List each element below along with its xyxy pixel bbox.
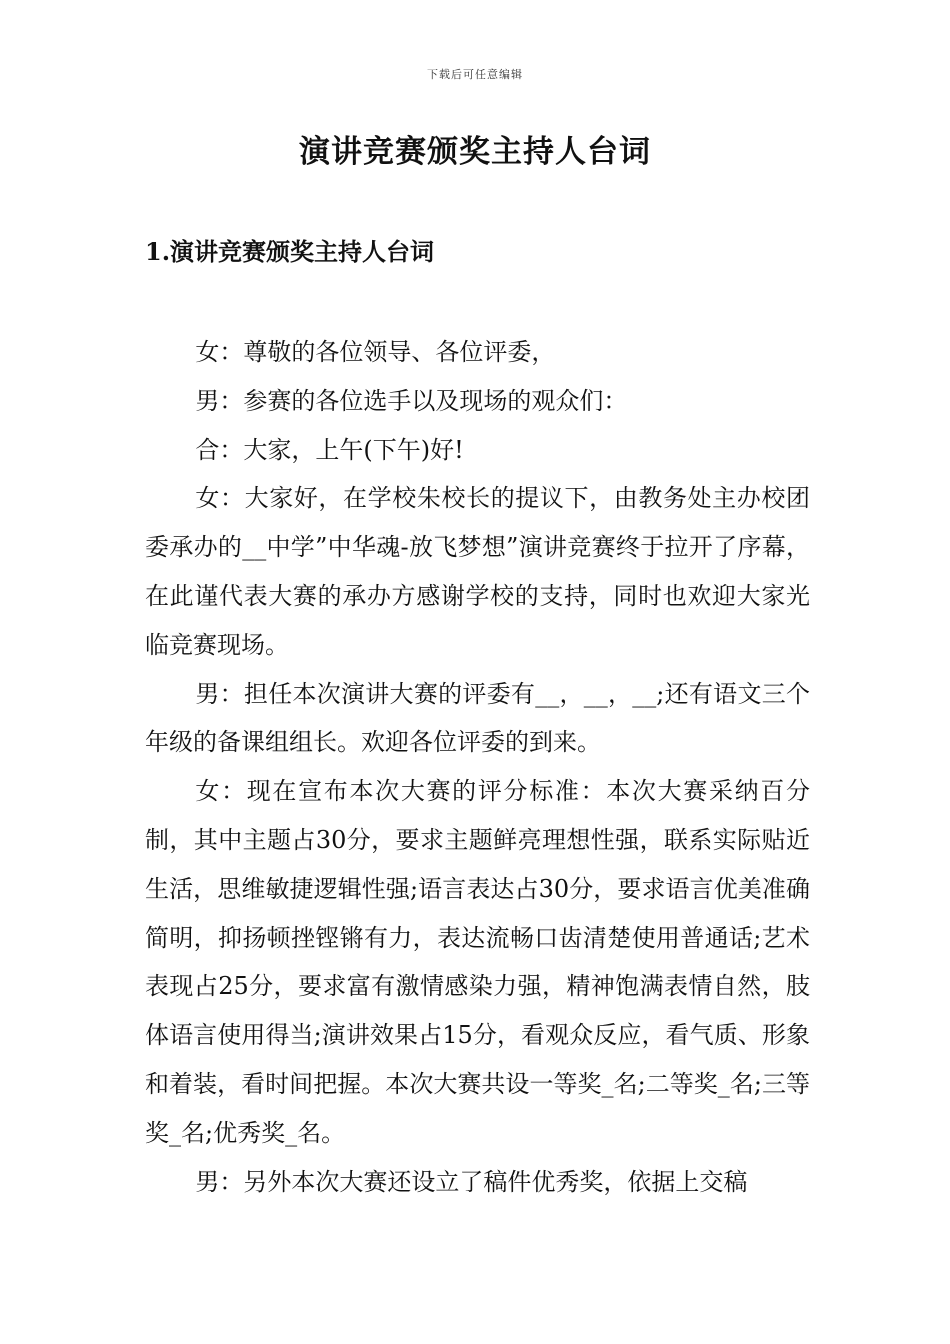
paragraph: 女：大家好，在学校朱校长的提议下，由教务处主办校团委承办的__中学”中华魂-放飞梦想”演讲竞赛终于拉开了序幕，在此谨代表大赛的承办方感谢学校的支持，同时也欢迎大家光临竞赛现场。 <box>145 484 810 659</box>
header-note: 下载后可任意编辑 <box>427 68 523 81</box>
paragraph: 男：另外本次大赛还设立了稿件优秀奖，依据上交稿 <box>195 1167 748 1196</box>
paragraph: 男：参赛的各位选手以及现场的观众们： <box>195 386 628 415</box>
section-heading: 1.演讲竞赛颁奖主持人台词 <box>145 237 435 266</box>
body-text <box>145 328 810 1206</box>
page-title: 演讲竞赛颁奖主持人台词 <box>299 134 651 170</box>
paragraph: 男：担任本次演讲大赛的评委有__，__，__;还有语文三个年级的备课组组长。欢迎各位评委的到来。 <box>145 679 810 757</box>
paragraph: 合：大家，上午(下午)好! <box>195 435 464 464</box>
paragraph: 女：尊敬的各位领导、各位评委， <box>195 338 556 366</box>
paragraph: 女：现在宣布本次大赛的评分标准：本次大赛采纳百分制，其中主题占30分，要求主题鲜亮理想性强，联系实际贴近生活，思维敏捷逻辑性强;语言表达占30分，要求语言优美准确简明，抑扬顿挫铿锵有力，表达流畅口齿清楚使用普通话;艺术表现占25分，要求富有激情感染力强，精神饱满表情自然，肢体语言使用得当;演讲效果占15分，看观众反应，看气质、形象和着装，看时间把握。本次大赛共设一等奖_名;二等奖_名;三等奖_名;优秀奖_名。 <box>145 777 810 1147</box>
